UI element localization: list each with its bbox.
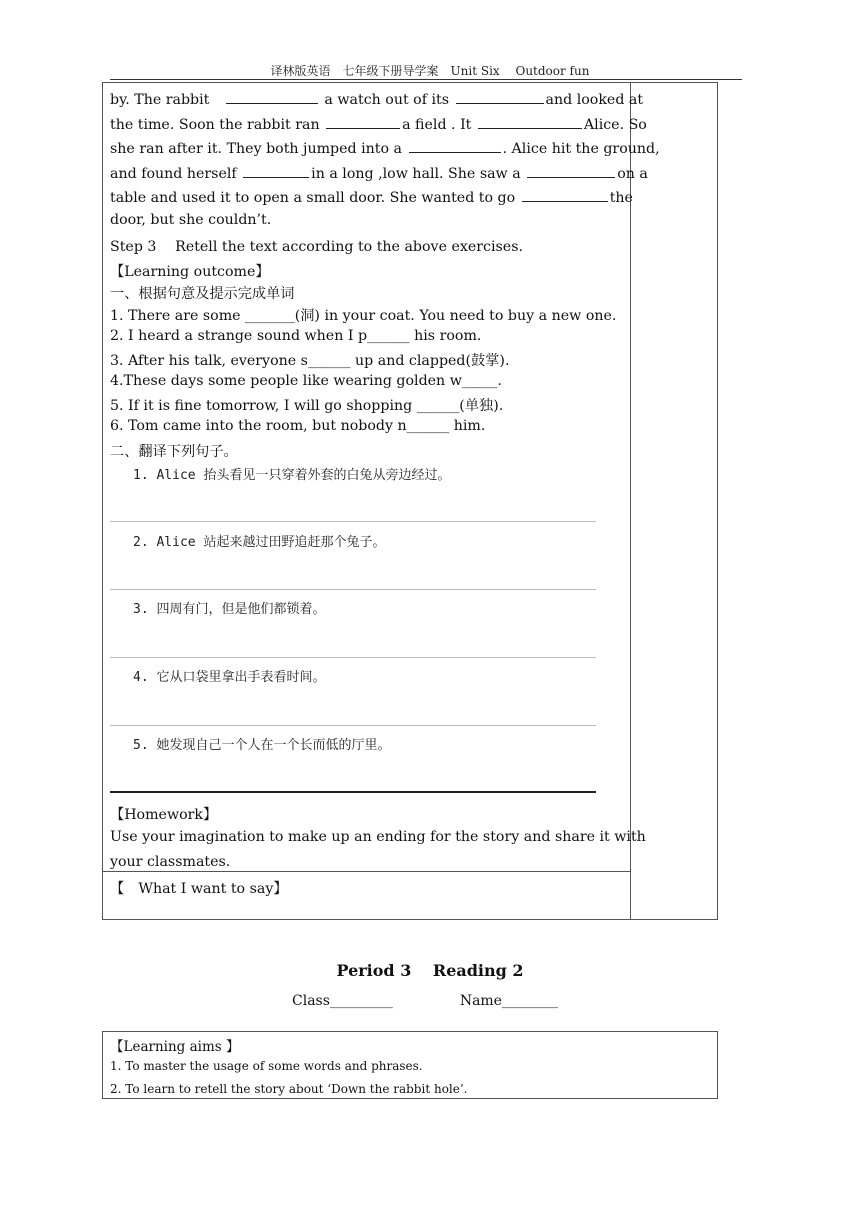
exercise-item: 3. After his talk, everyone s______ up and clapped(鼓掌).	[110, 353, 510, 369]
answer-line[interactable]	[110, 791, 596, 793]
section-2-title: 二、翻译下列句子。	[110, 444, 238, 460]
passage-line-2: the time. Soon the rabbit ran a field . It Alice. So	[110, 114, 647, 133]
blank[interactable]	[478, 114, 582, 129]
translation-item: 5. 她发现自己一个人在一个长而低的厅里。	[133, 738, 391, 753]
worksheet-table	[102, 82, 718, 920]
translation-item: 3. 四周有门，但是他们都锁着。	[133, 602, 326, 617]
blank[interactable]	[243, 163, 309, 178]
learning-aim-item: 1. To master the usage of some words and phrases.	[110, 1059, 423, 1073]
answer-line[interactable]	[110, 521, 596, 522]
translation-item: 1. Alice 抬头看见一只穿着外套的白兔从旁边经过。	[133, 468, 451, 483]
blank[interactable]	[226, 89, 318, 104]
table-column-divider	[630, 82, 631, 920]
period-title: Period 3 Reading 2	[336, 961, 524, 980]
class-label: Class_________	[292, 993, 393, 1009]
exercise-item: 1. There are some _______(洞) in your coat. You need to buy a new one.	[110, 308, 617, 324]
answer-line[interactable]	[110, 657, 596, 658]
exercise-item: 2. I heard a strange sound when I p______ his room.	[110, 328, 482, 344]
passage-line-6: door, but she couldn’t.	[110, 212, 272, 228]
exercise-item: 6. Tom came into the room, but nobody n______ him.	[110, 418, 486, 434]
blank[interactable]	[456, 89, 544, 104]
table-row-divider	[102, 871, 630, 872]
what-i-want-to-say: 【 What I want to say】	[110, 881, 288, 897]
translation-item: 2. Alice 站起来越过田野追赶那个兔子。	[133, 535, 386, 550]
learning-outcome-heading: 【Learning outcome】	[110, 264, 270, 280]
blank[interactable]	[527, 163, 615, 178]
learning-aim-item: 2. To learn to retell the story about ‘Down the rabbit hole’.	[110, 1082, 468, 1096]
homework-heading: 【Homework】	[110, 807, 218, 823]
passage-line-5: table and used it to open a small door. She wanted to go the	[110, 187, 633, 206]
passage-line-3: she ran after it. They both jumped into a . Alice hit the ground,	[110, 138, 660, 157]
header-rule	[110, 79, 742, 80]
blank[interactable]	[326, 114, 400, 129]
step-3: Step 3 Retell the text according to the above exercises.	[110, 239, 523, 255]
homework-text: Use your imagination to make up an ending for the story and share it with	[110, 829, 646, 845]
passage-line-1: by. The rabbit a watch out of its and looked at	[110, 89, 643, 108]
name-label: Name________	[459, 993, 558, 1009]
learning-aims-heading: 【Learning aims 】	[110, 1039, 240, 1055]
blank[interactable]	[522, 187, 608, 202]
class-name-row	[292, 993, 558, 1009]
answer-line[interactable]	[110, 589, 596, 590]
exercise-item: 4.These days some people like wearing golden w_____.	[110, 373, 502, 389]
homework-text: your classmates.	[110, 854, 231, 870]
blank[interactable]	[409, 138, 501, 153]
translation-item: 4. 它从口袋里拿出手表看时间。	[133, 670, 326, 685]
exercise-item: 5. If it is fine tomorrow, I will go shopping ______(单独).	[110, 398, 504, 414]
answer-line[interactable]	[110, 725, 596, 726]
page-header: 译林版英语 七年级下册导学案 Unit Six Outdoor fun	[270, 64, 590, 78]
passage-line-4: and found herself in a long ,low hall. She saw a on a	[110, 163, 648, 182]
section-1-title: 一、根据句意及提示完成单词	[110, 286, 295, 302]
